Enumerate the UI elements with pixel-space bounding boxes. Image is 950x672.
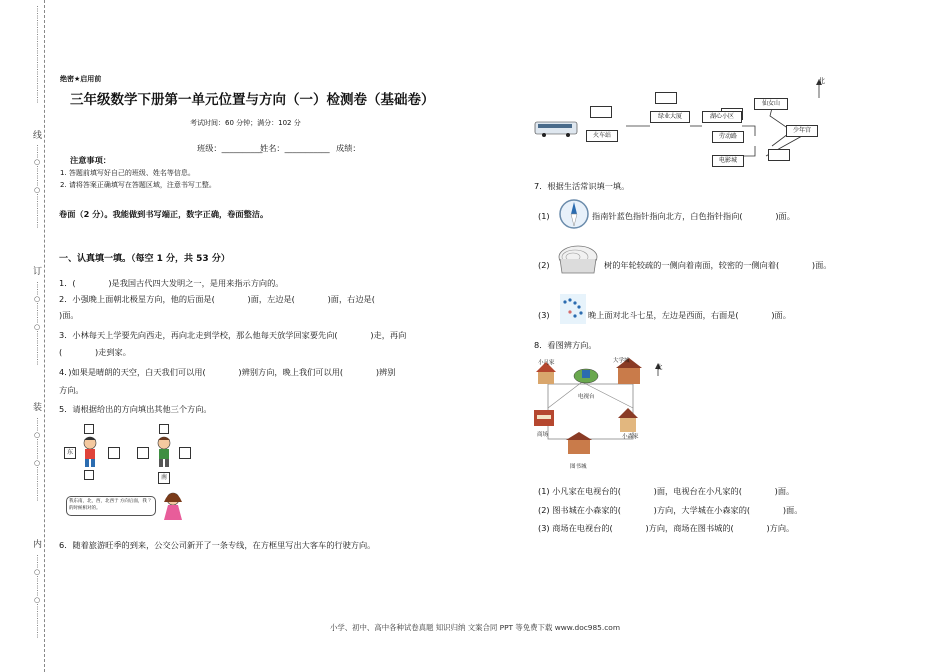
note-1: 1. 答题前填写好自己的班级、姓名等信息。 bbox=[60, 169, 195, 177]
binding-dots-mid1: ⋮⋮○⋮⋮⋮○⋮⋮⋮⋮⋮ bbox=[34, 144, 41, 229]
section1-heading: 一、认真填一填。（每空 1 分，共 53 分） bbox=[59, 254, 230, 264]
q7-item-1-text: 指南针蓝色指针指向北方，白色指针指向( )面。 bbox=[592, 211, 795, 221]
binding-dots-mid2: ⋮⋮○⋮⋮⋮○⋮⋮⋮⋮⋮ bbox=[34, 281, 41, 366]
neatness-note: 卷面（2 分）。我能做到书写端正，数字正确，卷面整洁。 bbox=[59, 209, 269, 219]
place-cinema: 电影城 bbox=[712, 155, 744, 167]
place-labor-road: 劳动路 bbox=[712, 131, 744, 143]
label-tv-station: 电视台 bbox=[578, 394, 595, 400]
page-title: 三年级数学下册第一单元位置与方向（一）检测卷（基础卷） bbox=[70, 92, 435, 108]
direction-answer-box[interactable] bbox=[655, 92, 677, 104]
notes-title: 注意事项： bbox=[70, 155, 111, 165]
score-field: 成绩： bbox=[336, 143, 361, 153]
class-field: 班级：__________ bbox=[197, 143, 263, 153]
binding-dots-top: ⋮⋮⋮⋮⋮⋮⋮⋮⋮⋮⋮⋮⋮⋮ bbox=[34, 5, 41, 104]
q7-item-3-num: (3) bbox=[538, 310, 550, 320]
question-3: 3．小林每天上学要先向西走，再向北走到学校，那么他每天放学回家要先向( )走，再向 bbox=[59, 330, 407, 340]
label-library: 图书城 bbox=[570, 464, 587, 470]
q5-answer-box[interactable] bbox=[179, 447, 191, 459]
secret-label: 绝密★启用前 bbox=[60, 75, 102, 83]
label-xiaosen-home: 小森家 bbox=[622, 434, 639, 440]
name-field: 姓名：___________ bbox=[260, 143, 330, 153]
question-2-cont: )面。 bbox=[59, 310, 79, 320]
tree-stump-icon bbox=[556, 243, 600, 277]
town-map-north-label: 北 bbox=[656, 363, 663, 371]
question-3-cont: ( )走到家。 bbox=[59, 347, 131, 357]
q5-answer-box[interactable] bbox=[108, 447, 120, 459]
q5-answer-box[interactable] bbox=[137, 447, 149, 459]
label-university-town: 大学城 bbox=[613, 358, 630, 364]
q7-item-2-num: (2) bbox=[538, 260, 550, 270]
page-footer: 小学、初中、高中各种试卷真题 知识归纳 文案合同 PPT 等免费下载 www.doc985.com bbox=[329, 623, 621, 632]
q8-item-1: (1) 小凡家在电视台的( )面，电视台在小凡家的( )面。 bbox=[538, 486, 795, 496]
compass-icon bbox=[558, 198, 590, 230]
exam-info: 考试时间：60 分钟；满分：102 分 bbox=[190, 119, 301, 127]
bus-map-north-label: 北 bbox=[818, 77, 825, 85]
boy-figure-2 bbox=[152, 434, 176, 470]
binding-dots-mid3: ⋮⋮○⋮⋮⋮○⋮⋮⋮⋮⋮ bbox=[34, 417, 41, 502]
q7-item-3-text: 晚上面对北斗七星，左边是西面，右面是( )面。 bbox=[588, 310, 791, 320]
note-2: 2. 请将答案正确填写在答题区域，注意书写工整。 bbox=[60, 181, 216, 189]
q8-item-3: (3) 商场在电视台的( )方向，商场在图书城的( )方向。 bbox=[538, 523, 795, 533]
big-dipper-icon bbox=[560, 294, 586, 324]
place-building: 绿业大厦 bbox=[650, 111, 690, 123]
q8-item-2: (2) 图书城在小森家的( )方向，大学城在小森家的( )面。 bbox=[538, 505, 803, 515]
town-map bbox=[530, 352, 670, 470]
place-lake-community: 湖心小区 bbox=[702, 111, 742, 123]
binding-char-bind: 装 bbox=[33, 403, 43, 413]
q5-south-box: 南 bbox=[158, 472, 170, 484]
question-6: 6．随着旅游旺季的到来，公交公司新开了一条专线，在方框里写出大客车的行驶方向。 bbox=[59, 540, 376, 550]
binding-char-inner: 内 bbox=[33, 540, 43, 550]
q7-item-2-text: 树的年轮较疏的一侧向着南面，较密的一侧向着( )面。 bbox=[604, 260, 832, 270]
binding-dots-bottom: ⋮⋮○⋮⋮⋮○⋮⋮⋮⋮⋮ bbox=[34, 554, 41, 639]
question-4-cont: 方向。 bbox=[59, 385, 84, 395]
question-2: 2．小强晚上面朝北极星方向，他的后面是( )面，左边是( )面，右边是( bbox=[59, 294, 375, 304]
place-fairy-mountain: 仙女山 bbox=[754, 98, 788, 110]
question-8-heading: 8．看图辨方向。 bbox=[534, 340, 597, 350]
speech-bubble: 我东南，北，西，北西于 方向后面，我 ？的时候相对的。 bbox=[66, 496, 156, 516]
q5-answer-box[interactable] bbox=[84, 424, 94, 434]
place-youth-palace: 少年宫 bbox=[786, 125, 818, 137]
direction-answer-box[interactable] bbox=[768, 149, 790, 161]
q7-item-1-num: (1) bbox=[538, 211, 550, 221]
binding-char-order: 订 bbox=[33, 267, 43, 277]
place-train-station: 火车站 bbox=[586, 130, 618, 142]
label-xiaofan-home: 小凡家 bbox=[538, 360, 555, 366]
label-mall: 商场 bbox=[537, 432, 549, 438]
question-5: 5．请根据给出的方向填出其他三个方向。 bbox=[59, 404, 212, 414]
boy-figure-1 bbox=[78, 434, 102, 470]
q5-east-box: 东 bbox=[64, 447, 76, 459]
q5-answer-box[interactable] bbox=[84, 470, 94, 480]
q5-answer-box[interactable] bbox=[159, 424, 169, 434]
question-1: 1．( )是我国古代四大发明之一，是用来指示方向的。 bbox=[59, 278, 284, 288]
direction-answer-box[interactable] bbox=[590, 106, 612, 118]
question-7-heading: 7．根据生活常识填一填。 bbox=[534, 181, 630, 191]
girl-figure bbox=[160, 490, 186, 524]
binding-char-line: 线 bbox=[33, 131, 43, 141]
question-4: 4．)如果是晴朗的天空，白天我们可以用( )辨别方向，晚上我们可以用( )辨别 bbox=[59, 367, 396, 377]
